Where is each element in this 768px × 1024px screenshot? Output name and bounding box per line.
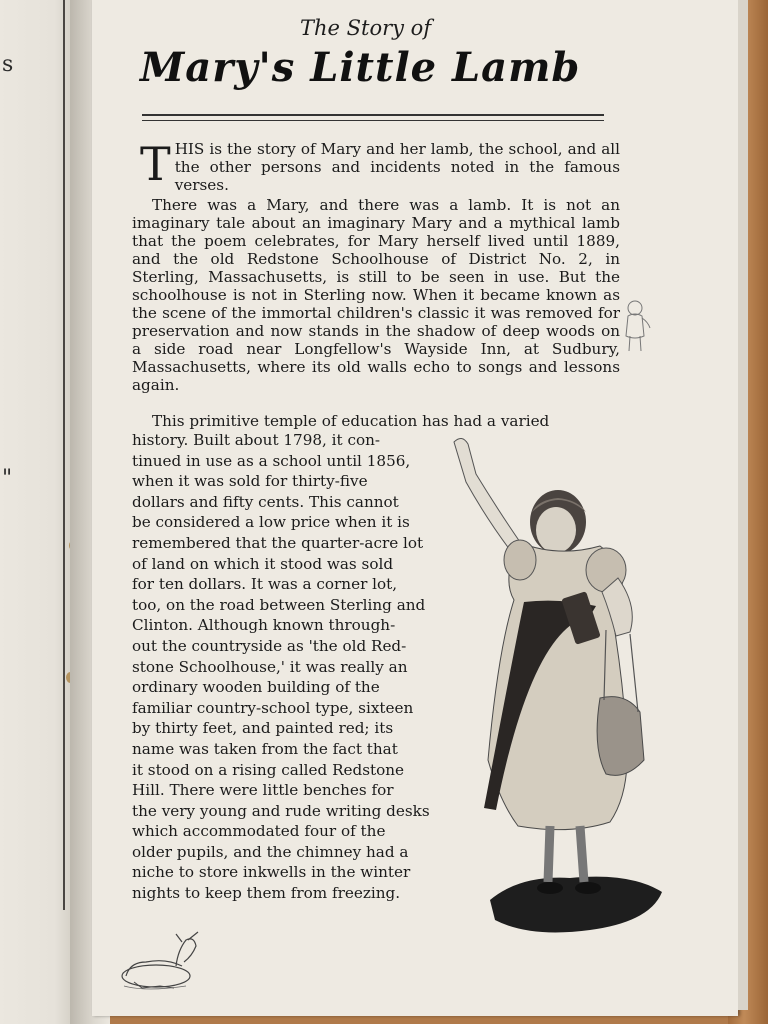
history-line: for ten dollars. It was a corner lot,	[132, 575, 398, 594]
page-edge	[738, 0, 748, 1010]
history-line: familiar country-school type, sixteen	[132, 698, 414, 717]
paragraph-mary: There was a Mary, and there was a lamb. It is not an imaginary tale about an imaginary Mary and a mythical lamb that the poem celebrates, for Mary herself lived until 1889, and the old Redstone Schoolhouse of District No. 2, in Sterling, Massachusetts, is still to be seen in use. But the schoolhouse is not in Sterling now. When it became known as the scene of the immortal children's classic it was removed for preservation and now stands in the shadow of deep woods on a side road near Longfellow's Wayside Inn, at Sudbury, Massachusetts, where its old walls echo to songs and lessons again.	[132, 196, 620, 394]
history-line: ordinary wooden building of the	[132, 678, 380, 697]
history-line: of land on which it stood was sold	[132, 554, 394, 573]
paragraph-history-first-line: This primitive temple of education has had a varied	[152, 412, 550, 430]
history-line: be considered a low price when it is	[132, 513, 410, 532]
paragraph-intro	[132, 137, 620, 194]
history-line: out the countryside as 'the old Red-	[132, 636, 407, 655]
page-title: Mary's Little Lamb	[140, 44, 581, 91]
history-line: remembered that the quarter-acre lot	[132, 533, 424, 552]
history-line: by thirty feet, and painted red; its	[132, 719, 394, 738]
history-line: Clinton. Although known through-	[132, 616, 396, 635]
history-line: history. Built about 1798, it con-	[132, 431, 381, 449]
history-line: the very young and rude writing desks	[132, 801, 430, 820]
title-underline	[142, 114, 604, 121]
child-sketch-illustration	[620, 296, 652, 354]
history-line: tinued in use as a school until 1856,	[132, 451, 411, 470]
history-line: niche to store inkwells in the winter	[132, 863, 411, 882]
history-line: name was taken from the fact that	[132, 739, 398, 758]
lamb-sketch-illustration	[116, 926, 200, 994]
girl-photo-illustration	[440, 430, 670, 950]
left-page-mark: s	[2, 52, 14, 77]
history-line: dollars and fifty cents. This cannot	[132, 492, 399, 511]
drop-cap: T	[140, 137, 171, 191]
history-line: Hill. There were little benches for	[132, 781, 394, 800]
left-page-rule	[63, 0, 65, 910]
history-line: which accommodated four of the	[132, 822, 386, 841]
history-line: older pupils, and the chimney had a	[132, 842, 409, 861]
left-page-mark: "	[2, 466, 13, 491]
left-page	[0, 0, 78, 1024]
history-line: stone Schoolhouse,' it was really an	[132, 657, 408, 676]
paragraph-history	[132, 430, 442, 904]
history-line: too, on the road between Sterling and	[132, 595, 426, 614]
history-line: when it was sold for thirty-five	[132, 472, 368, 491]
heading-story-of: The Story of	[300, 16, 432, 40]
paragraph-intro-text: HIS is the story of Mary and her lamb, the school, and all the other persons and incidents noted in the famous verses.	[174, 140, 620, 194]
history-line: nights to keep them from freezing.	[132, 884, 401, 903]
history-line: it stood on a rising called Redstone	[132, 760, 405, 779]
